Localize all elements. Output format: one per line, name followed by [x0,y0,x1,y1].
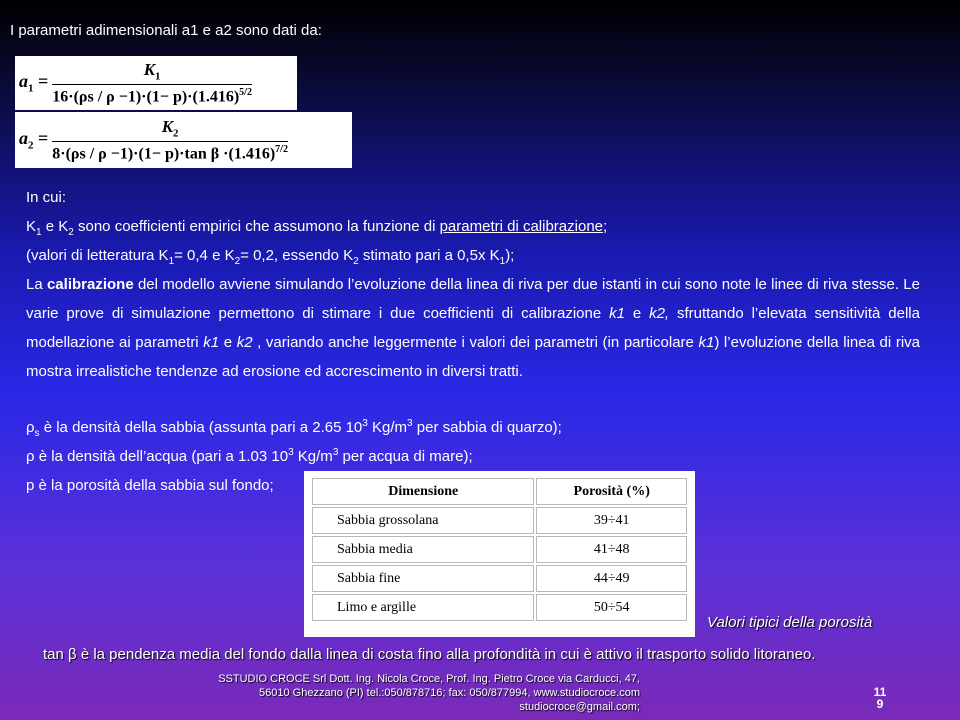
footer-line-3: studiocroce@gmail.com; [519,701,640,713]
table-cell: 41÷48 [536,536,687,563]
porosity-line: p è la porosità della sabbia sul fondo; [26,477,274,494]
table-cell: Sabbia fine [312,565,534,592]
table-caption: Valori tipici della porosità [707,614,873,631]
table-header-row [312,478,687,505]
formula-a2-fraction [52,117,288,163]
header-dimensione: Dimensione [312,478,534,505]
table-row [312,507,687,534]
water-density-line: ρ è la densità dell’acqua (pari a 1.03 $10^3$ $Kg/m^3$ per acqua di mare); [26,447,473,465]
porosity-table-container [304,471,695,637]
formula-a2-numerator: $K_2$ [161,117,179,140]
footer-line-1: SSTUDIO CROCE Srl Dott. Ing. Nicola Croce, Prof. Ing. Pietro Croce via Carducci, 47, [218,673,640,685]
table-row [312,536,687,563]
formula-a2-lhs: $a_2$ = [19,128,49,152]
header-porosita: Porosità (%) [536,478,687,505]
calibration-paragraph: La calibrazione del modello avviene simulando l’evoluzione della linea di riva per due istanti in cui sono note le linee di riva stesse. Le varie prove di simulazione permettono di stimare i due coefficienti di calibrazione k1 e k2, sfruttando l’elevata sensitività della modellazione ai parametri k1 e k2 , variando anche leggermente i valori dei parametri (in particolare k1) l’evoluzione della linea di riva mostra irrealistiche tendenze ad erosione ed accrescimento in diversi tratti. [26,276,920,380]
formula-a1 [15,56,297,110]
literature-values-line: (valori di letteratura $K_1= 0,4$ e $K_2= 0,2$, essendo $K_2$ stimato pari a 0,5x $K_1$); [26,247,515,267]
k-coefficients-line: $K_1$ e $K_2$ sono coefficienti empirici che assumono la funzione di parametri di calibrazione; [26,218,608,238]
formula-a1-denominator: $16\cdot(\rho s / \rho -1)\cdot(1- p)\cdot(1.416)^{5/2}$ [52,84,252,106]
page-number [872,686,888,710]
formula-a2-denominator: 8·(ρs / ρ −1)·(1− p)·tan $\beta \cdot(1.416)^{7/2}$ [52,141,288,163]
page-number-top: 11 [873,685,887,699]
intro-text: I parametri adimensionali a1 e a2 sono dati da: [10,22,322,39]
page-number-bottom: 9 [876,697,884,711]
table-row [312,565,687,592]
table-cell: 50÷54 [536,594,687,621]
in-cui-line: In cui: [26,189,67,206]
table-row [312,594,687,621]
table-cell: Limo e argille [312,594,534,621]
formula-a2 [15,112,352,168]
calibration-parameters-link[interactable]: parametri di calibrazione [439,218,604,235]
table-cell: Sabbia media [312,536,534,563]
formula-a1-fraction [52,60,252,106]
footer-line-2: 56010 Ghezzano (PI) tel.:050/878716; fax: 050/877994, www.studiocroce.com [259,687,640,699]
table-cell: 44÷49 [536,565,687,592]
formula-a1-numerator: $K_1$ [143,60,161,83]
tan-beta-definition: tan β è la pendenza media del fondo dalla linea di costa fino alla profondità in cui è attivo il trasporto solido litoraneo. [43,646,816,663]
footer [130,672,640,714]
table-cell: 39÷41 [536,507,687,534]
table-cell: Sabbia grossolana [312,507,534,534]
formula-a1-lhs: $a_1$ = [19,71,49,95]
main-paragraph [26,183,920,386]
porosity-table [310,476,689,623]
sand-density-line: $\rho_s$ è la densità della sabbia (assunta pari a 2.65 $10^3$ $Kg/m^3$ per sabbia di quarzo); [26,418,562,439]
